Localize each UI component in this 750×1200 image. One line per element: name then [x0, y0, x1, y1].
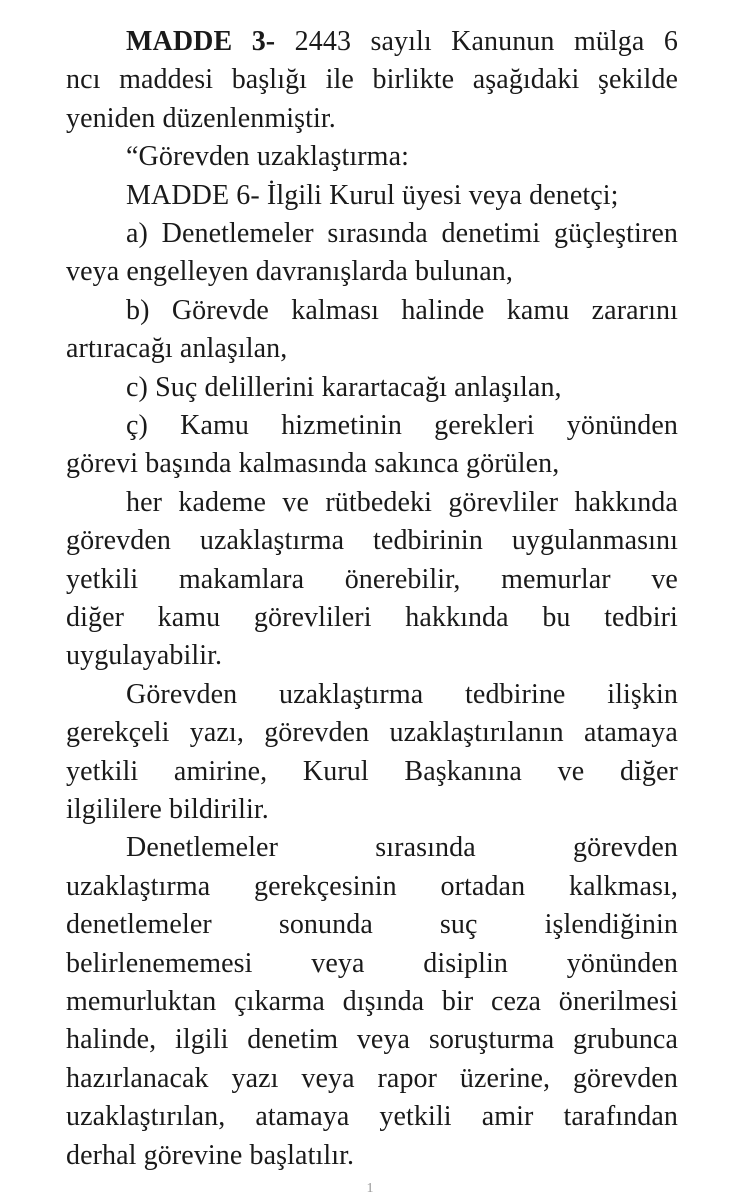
word: uzaklaştırılan, [66, 1101, 226, 1132]
word: Suç [155, 372, 198, 403]
word: halinde [401, 295, 485, 326]
word: Başkanına [404, 756, 522, 787]
word: belirlenememesi [66, 948, 253, 979]
word: 3- [251, 26, 276, 57]
word: Kanunun [451, 26, 555, 57]
word: gerekleri [434, 410, 535, 441]
word: veya [468, 180, 522, 211]
text-line [66, 329, 678, 369]
word: bulunan, [415, 256, 514, 287]
word: rapor [377, 1063, 438, 1094]
word: ve [557, 756, 585, 787]
word: maddesi [119, 64, 214, 95]
word: Denetlemeler [126, 832, 279, 863]
word: uzaklaştırma [279, 679, 424, 710]
text-line [66, 137, 678, 177]
text-line [66, 636, 678, 676]
word: denetimi [441, 218, 541, 249]
word: tedbiri [604, 602, 678, 633]
word: başlatılır. [249, 1140, 355, 1171]
word: Kurul [329, 180, 395, 211]
text-line [66, 1136, 678, 1176]
word: disiplin [423, 948, 509, 979]
word: görevden [572, 1063, 678, 1094]
text-line [66, 790, 678, 830]
word: yetkili [66, 564, 139, 595]
word: anlaşılan, [179, 333, 288, 364]
word: ve [282, 487, 310, 518]
word: uzaklaştırma: [256, 141, 409, 172]
word: yönünden [566, 410, 678, 441]
word: çıkarma [234, 986, 325, 1017]
text-line [66, 944, 678, 984]
word: her [126, 487, 163, 518]
word: “Görevden [126, 141, 250, 172]
word: tedbirine [465, 679, 566, 710]
word: ilişkin [607, 679, 678, 710]
text-line [66, 291, 678, 331]
word: sakınca [374, 448, 459, 479]
text-line [66, 867, 678, 907]
word: ile [325, 64, 354, 95]
word: memurlar [501, 564, 611, 595]
word: hakkında [405, 602, 509, 633]
word: uzaklaştırma [199, 525, 345, 556]
word: veya [311, 948, 365, 979]
word: diğer [619, 756, 678, 787]
word: görevliler [448, 487, 559, 518]
word: c) [126, 372, 148, 403]
text-line [66, 483, 678, 523]
word: ve [651, 564, 678, 595]
word: sırasında [327, 218, 428, 249]
word: Denetlemeler [161, 218, 314, 249]
word: veya [356, 1024, 411, 1055]
word: bu [542, 602, 571, 633]
word: görevine [143, 1140, 243, 1171]
word: yeniden [66, 103, 156, 134]
word: yönünden [566, 948, 678, 979]
word: denetim [247, 1024, 339, 1055]
text-line [66, 214, 678, 254]
word: ilgili [174, 1024, 229, 1055]
word: denetçi; [529, 180, 619, 211]
word: uzaklaştırılanın [389, 717, 564, 748]
word: sırasında [375, 832, 476, 863]
word: atamaya [583, 717, 678, 748]
word: zararını [591, 295, 678, 326]
word: İlgili [266, 180, 322, 211]
word: düzenlenmiştir. [162, 103, 336, 134]
word: önerebilir, [344, 564, 461, 595]
text-line [66, 713, 678, 753]
word: denetlemeler [66, 909, 212, 940]
text-line [66, 1020, 678, 1060]
text-line [66, 560, 678, 600]
word: 2443 [294, 26, 352, 57]
word: yazı [231, 1063, 279, 1094]
word: bildirilir. [168, 794, 269, 825]
word: 6- [236, 180, 260, 211]
word: amir [481, 1101, 534, 1132]
word: Görevde [171, 295, 269, 326]
word: yetkili [379, 1101, 452, 1132]
word: engelleyen [126, 256, 249, 287]
word: kamu [506, 295, 570, 326]
word: veya [301, 1063, 355, 1094]
word: 6 [663, 26, 678, 57]
word: atamaya [255, 1101, 350, 1132]
word: MADDE [126, 26, 233, 57]
text-line [66, 99, 678, 139]
word: güçleştiren [554, 218, 678, 249]
text-line [66, 176, 678, 216]
page-number: 1 [366, 1181, 374, 1196]
word: derhal [66, 1140, 137, 1171]
word: kalmasında [238, 448, 368, 479]
text-line [66, 598, 678, 638]
text-line [66, 444, 678, 484]
text-line [66, 368, 678, 408]
text-line [66, 252, 678, 292]
word: ortadan [440, 871, 526, 902]
word: a) [126, 218, 148, 249]
word: görülen, [466, 448, 560, 479]
word: başında [145, 448, 232, 479]
word: delillerini [204, 372, 315, 403]
word: aşağıdaki [472, 64, 580, 95]
word: Görevden [126, 679, 238, 710]
word: görevden [66, 525, 171, 556]
word: amirine, [173, 756, 268, 787]
word: Kurul [302, 756, 369, 787]
word: ceza [490, 986, 542, 1017]
word: kademe [178, 487, 267, 518]
word: b) [126, 295, 150, 326]
word: görevden [573, 832, 678, 863]
word: tedbirinin [373, 525, 483, 556]
text-line [66, 675, 678, 715]
word: bir [441, 986, 474, 1017]
text-line [66, 752, 678, 792]
word: hizmetinin [281, 410, 402, 441]
word: gerekçeli [66, 717, 170, 748]
word: artıracağı [66, 333, 173, 364]
word: diğer [66, 602, 125, 633]
word: davranışlarda [255, 256, 408, 287]
word: yazı, [189, 717, 244, 748]
word: mülga [573, 26, 645, 57]
word: veya [66, 256, 120, 287]
text-line [66, 406, 678, 446]
word: soruşturma [428, 1024, 555, 1055]
word: kalması [291, 295, 380, 326]
word: görevlileri [253, 602, 372, 633]
word: görevi [66, 448, 139, 479]
word: üzerine, [459, 1063, 551, 1094]
word: karartacağı [321, 372, 448, 403]
word: uzaklaştırma [66, 871, 211, 902]
word: kalkması, [568, 871, 678, 902]
word: birlikte [372, 64, 455, 95]
text-line [66, 905, 678, 945]
word: grubunca [573, 1024, 678, 1055]
word: halinde, [66, 1024, 157, 1055]
word: hazırlanacak [66, 1063, 209, 1094]
text-line [66, 60, 678, 100]
word: önerilmesi [558, 986, 678, 1017]
word: ç) [126, 410, 148, 441]
word: uygulayabilir. [66, 640, 223, 671]
word: gerekçesinin [254, 871, 397, 902]
word: makamlara [178, 564, 305, 595]
word: şekilde [597, 64, 678, 95]
text-line [66, 1097, 678, 1137]
word: rütbedeki [325, 487, 432, 518]
text-line [66, 982, 678, 1022]
word: Kamu [180, 410, 249, 441]
word: üyesi [402, 180, 462, 211]
text-line [66, 22, 678, 62]
text-line [66, 1059, 678, 1099]
word: işlendiğinin [544, 909, 678, 940]
word: tarafından [563, 1101, 678, 1132]
text-line [66, 828, 678, 868]
word: uygulanmasını [511, 525, 678, 556]
word: ilgililere [66, 794, 162, 825]
word: MADDE [126, 180, 230, 211]
word: görevden [264, 717, 370, 748]
word: sayılı [370, 26, 432, 57]
word: başlığı [231, 64, 308, 95]
word: sonunda [278, 909, 373, 940]
word: memurluktan [66, 986, 217, 1017]
word: yetkili [66, 756, 139, 787]
word: anlaşılan, [454, 372, 562, 403]
word: dışında [342, 986, 425, 1017]
word: ncı [66, 64, 101, 95]
text-line [66, 521, 678, 561]
word: hakkında [574, 487, 678, 518]
word: kamu [157, 602, 221, 633]
word: suç [439, 909, 478, 940]
